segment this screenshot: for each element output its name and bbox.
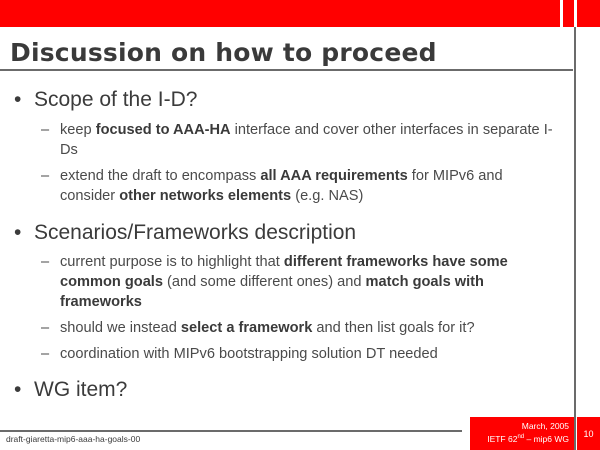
header-bar bbox=[0, 0, 600, 27]
sub-bullet-text: extend the draft to encompass all AAA requirements for MIPv6 and consider other networks elements (e.g. NAS) bbox=[60, 168, 503, 204]
dash-glyph: – bbox=[41, 254, 50, 270]
bullet-label: Scenarios/Frameworks description bbox=[34, 221, 357, 244]
bullet-wg-item bbox=[14, 378, 127, 402]
footer-draft-name: draft-giaretta-mip6-aaa-ha-goals-00 bbox=[6, 434, 141, 444]
sub-bullet bbox=[41, 166, 561, 206]
right-rule bbox=[574, 27, 576, 450]
sub-bullet bbox=[41, 318, 561, 338]
header-separator bbox=[560, 0, 563, 27]
dash-glyph: – bbox=[41, 122, 50, 138]
footer-rule bbox=[0, 430, 462, 432]
sub-bullet-text: current purpose is to highlight that different frameworks have some common goals (and some different ones) and match goals with frameworks bbox=[60, 254, 508, 310]
header-separator bbox=[574, 0, 577, 27]
bullet-scope bbox=[14, 88, 197, 112]
title-underline bbox=[0, 69, 573, 71]
bullet-label: WG item? bbox=[34, 378, 128, 401]
sub-bullet-text: coordination with MIPv6 bootstrapping solution DT needed bbox=[60, 346, 438, 362]
dash-glyph: – bbox=[41, 346, 50, 362]
bullet-glyph: • bbox=[14, 221, 22, 244]
bullet-scenarios bbox=[14, 221, 356, 245]
dash-glyph: – bbox=[41, 320, 50, 336]
dash-glyph: – bbox=[41, 168, 50, 184]
bullet-glyph: • bbox=[14, 88, 22, 111]
bullet-glyph: • bbox=[14, 378, 22, 401]
footer-date: March, 2005 bbox=[521, 421, 569, 431]
sub-bullet-text: keep focused to AAA-HA interface and cover other interfaces in separate I-Ds bbox=[60, 122, 553, 158]
sub-bullet-text: should we instead select a framework and then list goals for it? bbox=[60, 320, 475, 336]
slide-title: Discussion on how to proceed bbox=[10, 38, 437, 67]
sub-bullet bbox=[41, 120, 561, 160]
bullet-label: Scope of the I-D? bbox=[34, 88, 198, 111]
sub-bullet bbox=[41, 252, 561, 312]
footer-meeting-box bbox=[470, 417, 574, 450]
footer-meeting: IETF 62nd – mip6 WG bbox=[487, 433, 569, 444]
page-number: 10 bbox=[577, 417, 600, 450]
sub-bullet bbox=[41, 344, 561, 364]
